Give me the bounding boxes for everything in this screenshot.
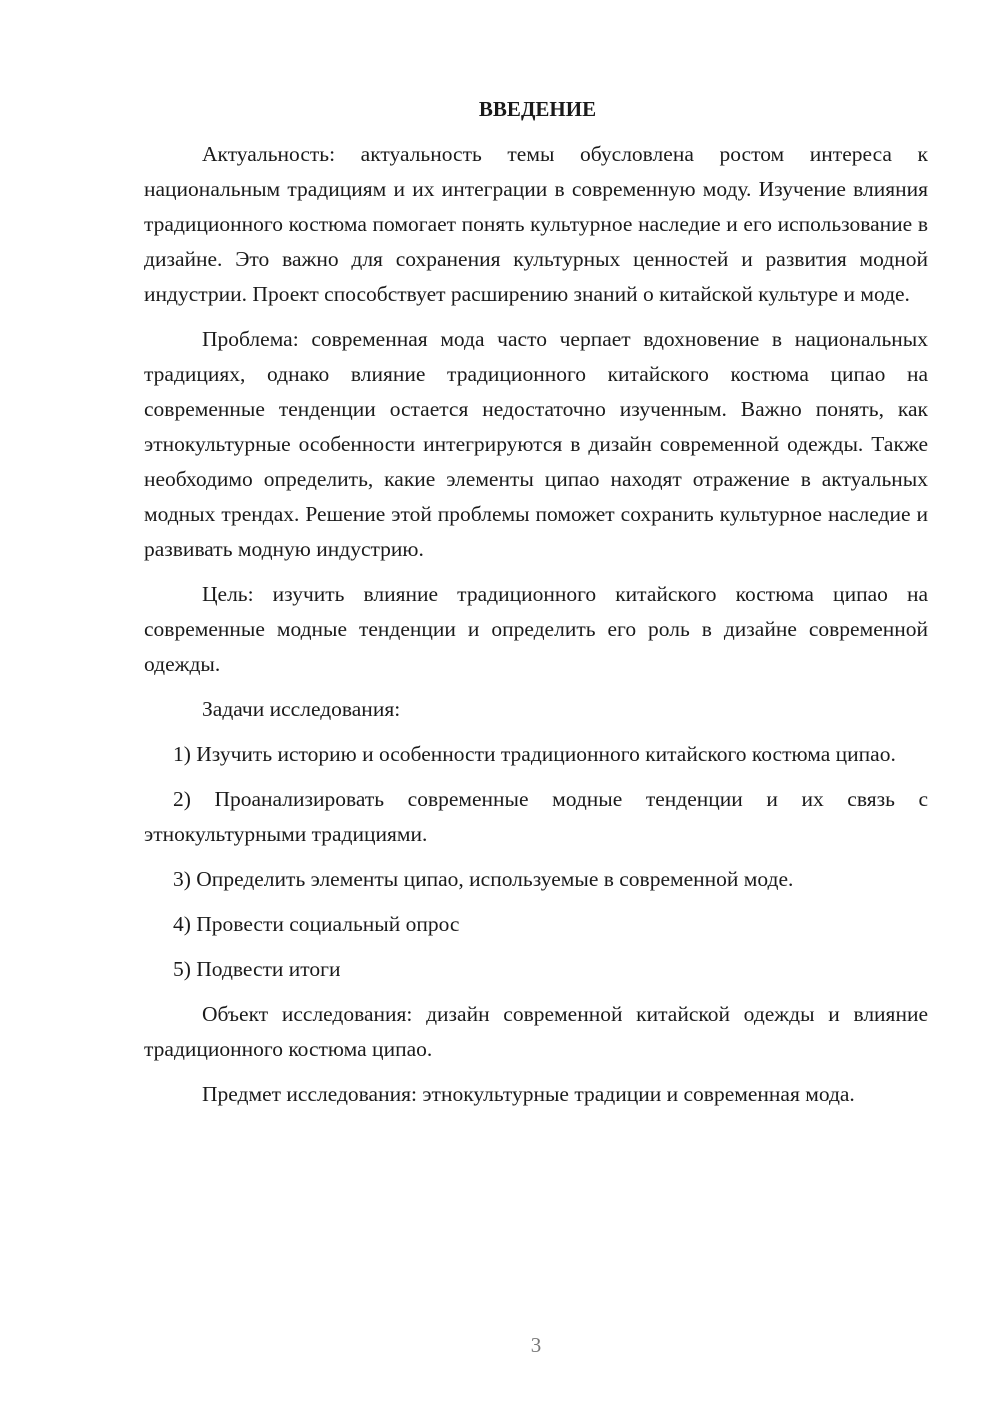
subject-paragraph: Предмет исследования: этнокультурные традиции и современная мода. bbox=[202, 1082, 855, 1106]
task-item-3: 3) Определить элементы ципао, используемые в современной моде. bbox=[173, 867, 794, 891]
relevance-paragraph: Актуальность: актуальность темы обусловлена ростом интереса к национальным традициям и их интеграции в современную моду. Изучение влияния традиционного костюма помогает понять культурное наследие и его использование в дизайне. Это важно для сохранения культурных ценностей и развития модной индустрии. Проект способствует расширению знаний о китайской культуре и моде. bbox=[144, 142, 928, 306]
section-title: ВВЕДЕНИЕ bbox=[478, 97, 597, 121]
object-paragraph: Объект исследования: дизайн современной китайской одежды и влияние традиционного костюма ципао. bbox=[144, 1002, 928, 1061]
task-item-1: 1) Изучить историю и особенности традиционного китайского костюма ципао. bbox=[173, 742, 896, 766]
problem-paragraph: Проблема: современная мода часто черпает вдохновение в национальных традициях, однако влияние традиционного китайского костюма ципао на современные тенденции остается недостаточно изученным. Важно понять, как этнокультурные особенности интегрируются в дизайн современной одежды. Также необходимо определить, какие элементы ципао находят отражение в актуальных модных трендах. Решение этой проблемы поможет сохранить культурное наследие и развивать модную индустрию. bbox=[144, 327, 928, 561]
page-number: 3 bbox=[530, 1333, 542, 1357]
goal-paragraph: Цель: изучить влияние традиционного китайского костюма ципао на современные модные тенденции и определить его роль в дизайне современной одежды. bbox=[144, 582, 928, 676]
task-item-2: 2) Проанализировать современные модные тенденции и их связь с этнокультурными традициями. bbox=[144, 787, 928, 846]
document-body bbox=[144, 92, 928, 1122]
task-item-5: 5) Подвести итоги bbox=[173, 957, 341, 981]
task-item-4: 4) Провести социальный опрос bbox=[173, 912, 460, 936]
tasks-heading: Задачи исследования: bbox=[202, 697, 401, 721]
